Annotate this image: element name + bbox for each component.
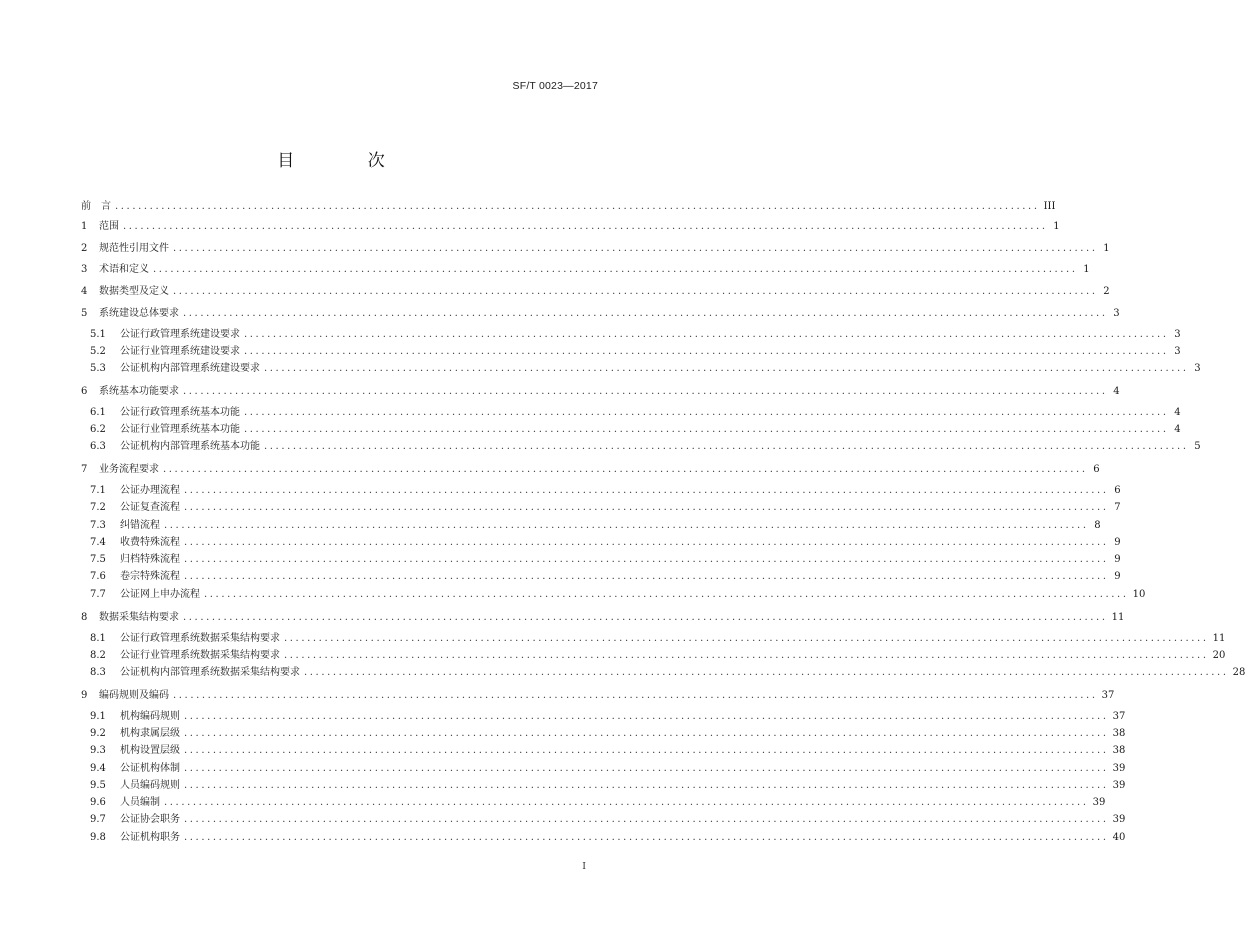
toc-entry[interactable] (90, 664, 1245, 681)
toc-leader-dots: ................................................................................................................................................................ (184, 502, 1109, 513)
toc-entry[interactable] (90, 551, 1121, 568)
toc-entry-page: 20 (1212, 650, 1226, 661)
toc-entry[interactable] (81, 305, 1120, 322)
toc-leader-dots: ................................................................................................................................................................ (173, 243, 1098, 254)
toc-leader-dots: ................................................................................................................................................................ (123, 221, 1048, 232)
toc-entry-number: 9 (81, 690, 88, 701)
toc-entry-page: 9 (1114, 554, 1121, 565)
toc-leader-dots: ................................................................................................................................................................ (163, 464, 1088, 475)
toc-entry-label: 人员编制 (120, 797, 160, 808)
toc-entry-label: 数据采集结构要求 (99, 612, 179, 623)
toc-leader-dots: ................................................................................................................................................................ (184, 537, 1109, 548)
toc-entry-number: 9.1 (90, 711, 106, 722)
toc-entry-label: 公证机构职务 (120, 832, 180, 843)
toc-entry-label: 机构隶属层级 (120, 728, 180, 739)
toc-entry-number: 9.6 (90, 797, 106, 808)
page-title: 目 次 (277, 151, 419, 171)
toc-entry-number: 7.6 (90, 571, 106, 582)
toc-entry-number: 7.4 (90, 537, 106, 548)
toc-entry-label: 数据类型及定义 (99, 286, 169, 297)
toc-entry-number: 9.3 (90, 745, 106, 756)
toc-entry-number: 7.1 (90, 485, 106, 496)
toc-entry-page: 11 (1111, 612, 1125, 623)
toc-entry-page: 39 (1112, 814, 1126, 825)
toc-entry[interactable] (90, 708, 1126, 725)
toc-entry-number: 4 (81, 286, 88, 297)
toc-entry[interactable] (90, 725, 1126, 742)
toc-leader-dots: ................................................................................................................................................................ (184, 745, 1109, 756)
toc-leader-dots: ................................................................................................................................................................ (264, 363, 1189, 374)
toc-entry-label: 编码规则及编码 (99, 690, 169, 701)
toc-entry[interactable] (90, 517, 1101, 534)
toc-entry[interactable] (90, 421, 1181, 438)
toc-entry-page: 1 (1103, 243, 1110, 254)
toc-entry-number: 5.3 (90, 363, 106, 374)
toc-entry[interactable] (81, 283, 1110, 300)
toc-entry-number: 9.2 (90, 728, 106, 739)
toc-entry-page: 1 (1053, 221, 1060, 232)
toc-entry-page: 37 (1101, 690, 1115, 701)
toc-entry[interactable] (81, 261, 1090, 278)
toc-leader-dots: ................................................................................................................................................................ (173, 690, 1098, 701)
toc-entry-number: 7.2 (90, 502, 106, 513)
toc-entry-label: 公证机构内部管理系统数据采集结构要求 (120, 667, 300, 678)
toc-entry-label: 公证行政管理系统建设要求 (120, 329, 240, 340)
toc-entry[interactable] (90, 326, 1181, 343)
toc-leader-dots: ................................................................................................................................................................ (284, 633, 1209, 644)
toc-leader-dots: ................................................................................................................................................................ (115, 201, 1040, 212)
toc-entry-label: 机构设置层级 (120, 745, 180, 756)
toc-entry-page: 4 (1174, 424, 1181, 435)
toc-entry-number: 7.5 (90, 554, 106, 565)
toc-entry-page: 39 (1112, 763, 1126, 774)
toc-entry-page: 7 (1114, 502, 1121, 513)
toc-entry-label: 规范性引用文件 (99, 243, 169, 254)
toc-entry-page: III (1043, 201, 1056, 212)
toc-entry[interactable] (81, 198, 1056, 215)
toc-entry-label: 公证机构体制 (120, 763, 180, 774)
standard-code: SF/T 0023—2017 (512, 80, 598, 92)
toc-entry-label: 系统基本功能要求 (99, 386, 179, 397)
toc-entry-number: 9.4 (90, 763, 106, 774)
toc-entry-page: 37 (1112, 711, 1126, 722)
toc-entry-label: 公证复查流程 (120, 502, 180, 513)
toc-entry-label: 收费特殊流程 (120, 537, 180, 548)
toc-entry-page: 9 (1114, 571, 1121, 582)
toc-entry-number: 5.2 (90, 346, 106, 357)
toc-entry[interactable] (90, 499, 1121, 516)
toc-leader-dots: ................................................................................................................................................................ (164, 797, 1089, 808)
toc-entry-number: 6.2 (90, 424, 106, 435)
toc-leader-dots: ................................................................................................................................................................ (164, 520, 1089, 531)
toc-entry[interactable] (90, 811, 1126, 828)
toc-entry-page: 39 (1092, 797, 1106, 808)
toc-entry-number: 5 (81, 308, 88, 319)
toc-entry-label: 公证行业管理系统基本功能 (120, 424, 240, 435)
toc-entry[interactable] (90, 630, 1226, 647)
toc-entry-label: 公证行业管理系统数据采集结构要求 (120, 650, 280, 661)
toc-leader-dots: ................................................................................................................................................................ (173, 286, 1098, 297)
toc-entry-label: 公证协会职务 (120, 814, 180, 825)
toc-entry-label: 公证办理流程 (120, 485, 180, 496)
toc-leader-dots: ................................................................................................................................................................ (304, 667, 1229, 678)
toc-entry[interactable] (81, 383, 1120, 400)
toc-entry[interactable] (90, 742, 1126, 759)
toc-entry-label: 公证机构内部管理系统建设要求 (120, 363, 260, 374)
toc-entry-page: 28 (1232, 667, 1245, 678)
toc-entry-number: 8 (81, 612, 88, 623)
toc-entry-number: 9.5 (90, 780, 106, 791)
toc-leader-dots: ................................................................................................................................................................ (183, 386, 1108, 397)
toc-entry-page: 11 (1212, 633, 1226, 644)
toc-entry-label: 术语和定义 (99, 264, 149, 275)
toc-leader-dots: ................................................................................................................................................................ (153, 264, 1078, 275)
toc-leader-dots: ................................................................................................................................................................ (183, 612, 1108, 623)
toc-entry[interactable] (90, 647, 1226, 664)
toc-entry[interactable] (90, 586, 1146, 603)
toc-leader-dots: ................................................................................................................................................................ (244, 407, 1169, 418)
toc-entry-label: 公证行业管理系统建设要求 (120, 346, 240, 357)
toc-entry[interactable] (81, 687, 1115, 704)
toc-entry-page: 3 (1174, 329, 1181, 340)
toc-entry[interactable] (81, 240, 1110, 257)
toc-leader-dots: ................................................................................................................................................................ (244, 329, 1169, 340)
toc-entry-number: 9.7 (90, 814, 106, 825)
toc-entry[interactable] (90, 438, 1201, 455)
toc-entry-page: 6 (1114, 485, 1121, 496)
toc-leader-dots: ................................................................................................................................................................ (244, 424, 1169, 435)
toc-entry[interactable] (90, 777, 1126, 794)
toc-leader-dots: ................................................................................................................................................................ (184, 554, 1109, 565)
toc-entry[interactable] (81, 461, 1100, 478)
toc-entry-page: 9 (1114, 537, 1121, 548)
toc-leader-dots: ................................................................................................................................................................ (204, 589, 1129, 600)
toc-entry[interactable] (81, 609, 1125, 626)
toc-entry-page: 6 (1093, 464, 1100, 475)
toc-leader-dots: ................................................................................................................................................................ (284, 650, 1209, 661)
toc-entry-page: 8 (1094, 520, 1101, 531)
toc-entry-label: 归档特殊流程 (120, 554, 180, 565)
toc-entry-page: 39 (1112, 780, 1126, 791)
toc-entry-number: 9.8 (90, 832, 106, 843)
toc-entry-label: 卷宗特殊流程 (120, 571, 180, 582)
toc-entry-number: 1 (81, 221, 88, 232)
toc-entry-label: 系统建设总体要求 (99, 308, 179, 319)
toc-entry-label: 公证行政管理系统基本功能 (120, 407, 240, 418)
toc-entry-label: 业务流程要求 (99, 464, 159, 475)
toc-leader-dots: ................................................................................................................................................................ (184, 571, 1109, 582)
toc-entry-number: 5.1 (90, 329, 106, 340)
toc-leader-dots: ................................................................................................................................................................ (184, 485, 1109, 496)
toc-entry-page: 38 (1112, 745, 1126, 756)
toc-entry-page: 2 (1103, 286, 1110, 297)
toc-entry-page: 38 (1112, 728, 1126, 739)
toc-entry-label: 公证网上申办流程 (120, 589, 200, 600)
toc-entry-label: 机构编码规则 (120, 711, 180, 722)
toc-entry-label: 范围 (99, 221, 119, 232)
toc-entry-number: 7.3 (90, 520, 106, 531)
toc-entry-page: 10 (1132, 589, 1146, 600)
toc-leader-dots: ................................................................................................................................................................ (184, 711, 1109, 722)
toc-entry-label: 公证行政管理系统数据采集结构要求 (120, 633, 280, 644)
toc-entry-number: 8.2 (90, 650, 106, 661)
toc-entry-page: 1 (1083, 264, 1090, 275)
toc-entry-number: 8.1 (90, 633, 106, 644)
toc-entry-page: 40 (1112, 832, 1126, 843)
toc-entry-label: 公证机构内部管理系统基本功能 (120, 441, 260, 452)
toc-leader-dots: ................................................................................................................................................................ (184, 763, 1109, 774)
toc-entry[interactable] (90, 760, 1126, 777)
toc-entry[interactable] (90, 482, 1121, 499)
toc-entry[interactable] (90, 568, 1121, 585)
toc-entry-page: 4 (1174, 407, 1181, 418)
toc-leader-dots: ................................................................................................................................................................ (184, 780, 1109, 791)
toc-entry-page: 3 (1113, 308, 1120, 319)
toc-leader-dots: ................................................................................................................................................................ (184, 728, 1109, 739)
toc-entry-number: 6.1 (90, 407, 106, 418)
toc-entry-page: 3 (1194, 363, 1201, 374)
toc-leader-dots: ................................................................................................................................................................ (264, 441, 1189, 452)
toc-leader-dots: ................................................................................................................................................................ (244, 346, 1169, 357)
toc-leader-dots: ................................................................................................................................................................ (184, 832, 1109, 843)
toc-entry-number: 6 (81, 386, 88, 397)
toc-entry-number: 8.3 (90, 667, 106, 678)
toc-leader-dots: ................................................................................................................................................................ (183, 308, 1108, 319)
toc-entry[interactable] (90, 404, 1181, 421)
toc-entry[interactable] (90, 360, 1201, 377)
toc-entry-page: 5 (1194, 441, 1201, 452)
toc-entry-label: 人员编码规则 (120, 780, 180, 791)
toc-entry[interactable] (81, 218, 1060, 235)
toc-entry-number: 6.3 (90, 441, 106, 452)
toc-entry-number: 2 (81, 243, 88, 254)
toc-entry-number: 3 (81, 264, 88, 275)
toc-entry-page: 3 (1174, 346, 1181, 357)
toc-entry-label: 纠错流程 (120, 520, 160, 531)
toc-entry[interactable] (90, 343, 1181, 360)
toc-entry-number: 7 (81, 464, 88, 475)
toc-entry-number: 7.7 (90, 589, 106, 600)
toc-entry[interactable] (90, 794, 1106, 811)
toc-entry-label: 前 言 (81, 201, 111, 212)
page-number: I (582, 861, 586, 872)
toc-entry-page: 4 (1113, 386, 1120, 397)
toc-leader-dots: ................................................................................................................................................................ (184, 814, 1109, 825)
toc-entry[interactable] (90, 534, 1121, 551)
toc-entry[interactable] (90, 829, 1126, 846)
